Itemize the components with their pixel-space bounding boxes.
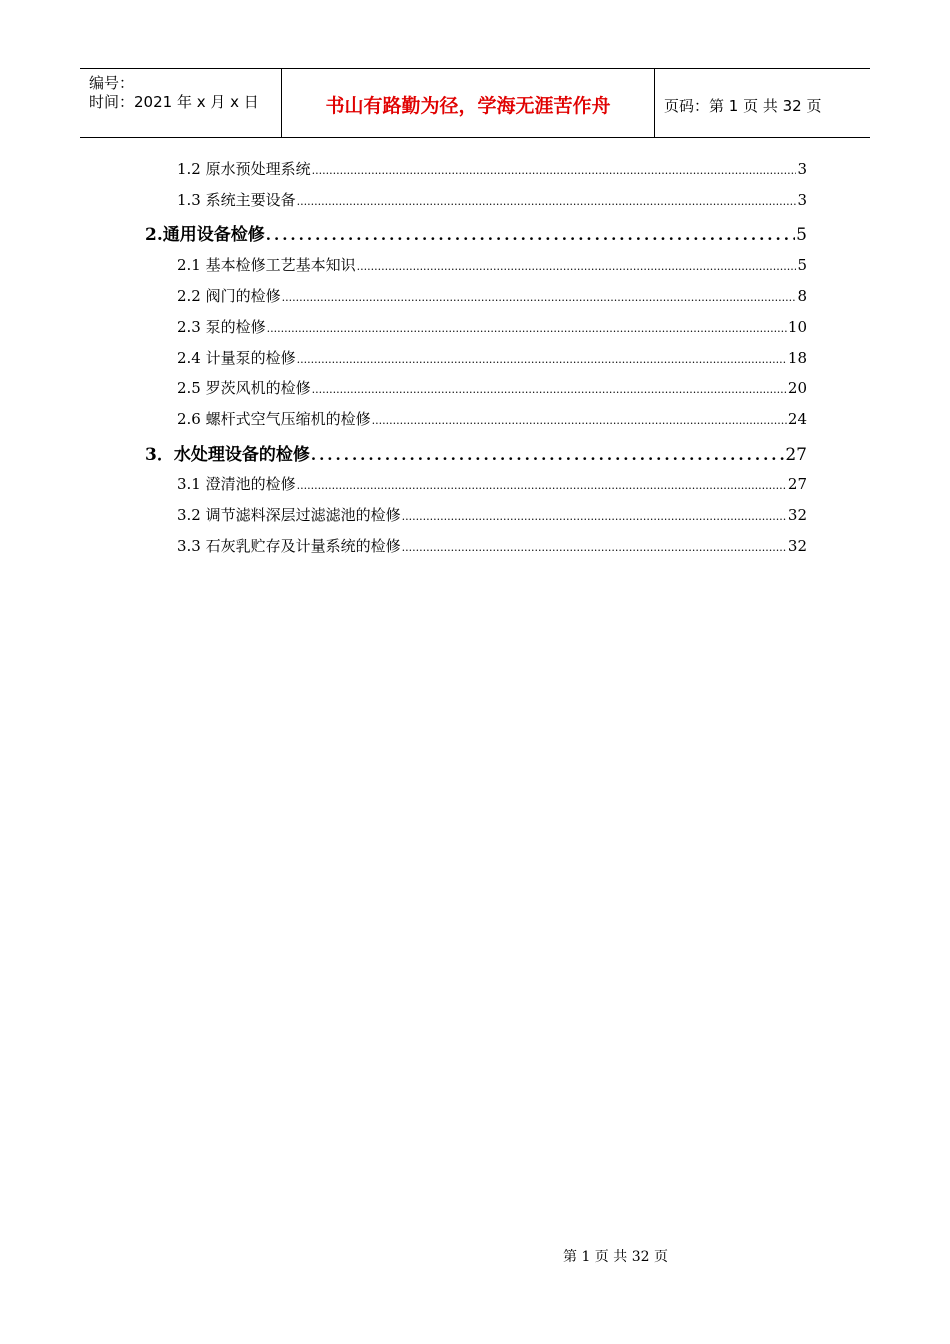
toc-chapter[interactable] [145, 220, 807, 245]
toc-entry-label: 2.6 螺杆式空气压缩机的检修 [177, 410, 371, 428]
toc-entry-label: 3.2 调节滤料深层过滤滤池的检修 [177, 506, 401, 524]
toc-leader [372, 414, 787, 427]
toc-leader [267, 322, 787, 335]
toc-entry[interactable] [177, 316, 807, 337]
toc-entry-label: 1.2 原水预处理系统 [177, 160, 311, 178]
toc-entry-page: 32 [787, 537, 807, 555]
toc-leader [357, 260, 797, 273]
header-page-info: 页码：第 1 页 共 32 页 [664, 97, 822, 115]
toc-chapter-page: 27 [785, 445, 807, 465]
toc-entry-page: 8 [797, 287, 807, 305]
toc-entry[interactable] [177, 473, 807, 494]
toc-entry-label: 2.2 阀门的检修 [177, 287, 281, 305]
toc-entry[interactable] [177, 347, 807, 368]
toc-leader [266, 226, 795, 244]
toc-entry[interactable] [177, 158, 807, 179]
serial-label: 编号： [89, 74, 135, 92]
toc-entry-page: 27 [787, 475, 807, 493]
toc-entry-label: 2.3 泵的检修 [177, 318, 266, 336]
toc-entry[interactable] [177, 504, 807, 525]
toc-entry-label: 2.1 基本检修工艺基本知识 [177, 256, 356, 274]
toc-leader [402, 510, 787, 523]
toc-entry-label: 3.1 澄清池的检修 [177, 475, 296, 493]
toc-chapter-label: 2.通用设备检修 [145, 225, 265, 245]
page-header [80, 68, 870, 138]
header-motto-cell [282, 69, 655, 137]
toc-entry-page: 18 [787, 349, 807, 367]
toc-entry[interactable] [177, 189, 807, 210]
header-meta-cell [80, 69, 282, 137]
toc-entry-label: 2.5 罗茨风机的检修 [177, 379, 311, 397]
toc-entry-label: 3.3 石灰乳贮存及计量系统的检修 [177, 537, 401, 555]
header-page-cell [655, 69, 870, 137]
toc-leader [297, 195, 797, 208]
toc-leader [282, 291, 797, 304]
toc-entry[interactable] [177, 408, 807, 429]
time-label: 时间：2021 年 x 月 x 日 [89, 93, 259, 111]
motto: 书山有路勤为径，学海无涯苦作舟 [325, 95, 611, 117]
toc-entry-label: 2.4 计量泵的检修 [177, 349, 296, 367]
toc-entry[interactable] [177, 254, 807, 275]
toc-chapter-label: 3．水处理设备的检修 [145, 445, 310, 465]
toc-entry-page: 5 [797, 256, 807, 274]
toc-leader [297, 353, 787, 366]
toc-leader [312, 383, 787, 396]
toc-leader [312, 164, 797, 177]
toc-leader [297, 479, 787, 492]
toc-entry-page: 24 [787, 410, 807, 428]
toc-leader [311, 446, 785, 464]
footer-page-number: 第 1 页 共 32 页 [563, 1249, 668, 1265]
toc-entry[interactable] [177, 377, 807, 398]
toc-entry-page: 10 [787, 318, 807, 336]
toc-entry[interactable] [177, 285, 807, 306]
toc-entry-page: 3 [797, 191, 807, 209]
toc-chapter-page: 5 [796, 225, 807, 245]
toc-entry-page: 32 [787, 506, 807, 524]
toc-entry-page: 3 [797, 160, 807, 178]
toc-entry[interactable] [177, 535, 807, 556]
page-footer [0, 1246, 950, 1266]
toc-entry-label: 1.3 系统主要设备 [177, 191, 296, 209]
toc-entry-page: 20 [787, 379, 807, 397]
toc-leader [402, 541, 787, 554]
toc-chapter[interactable] [145, 440, 807, 465]
